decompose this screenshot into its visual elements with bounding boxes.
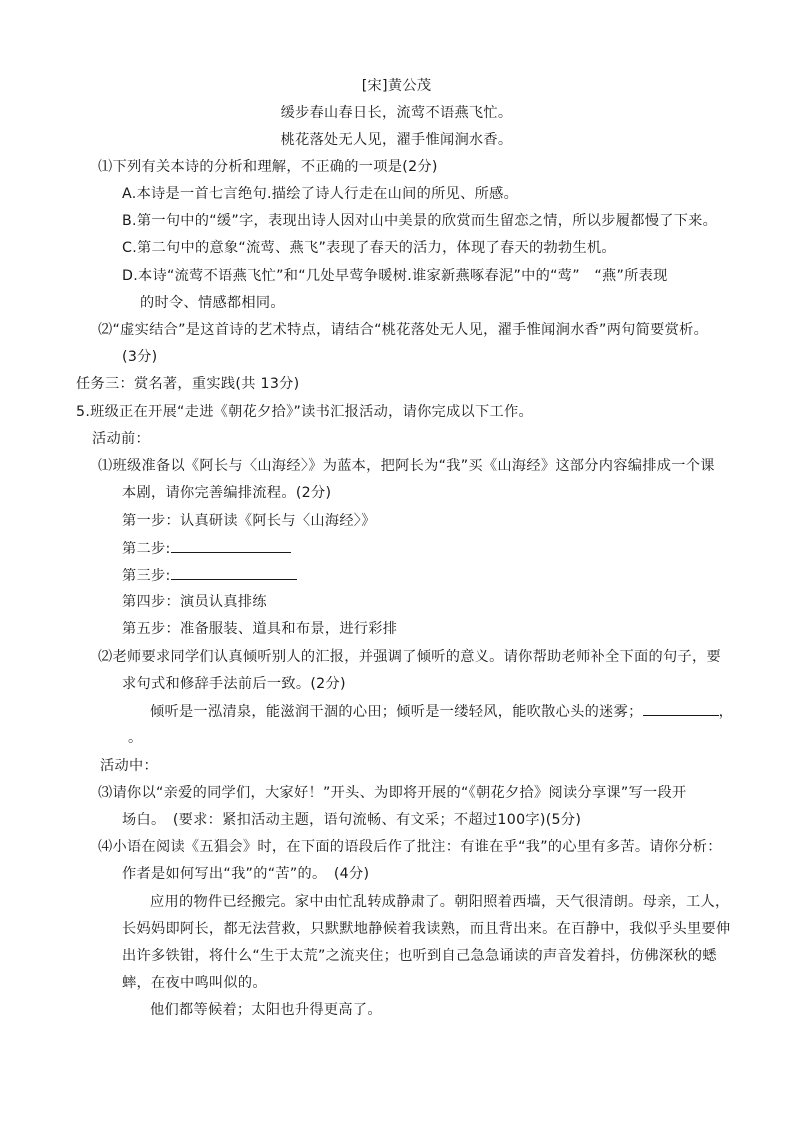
q5-sub2-line1: ⑵老师要求同学们认真倾听别人的汇报，并强调了倾听的意义。请你帮助老师补全下面的句子，要 <box>98 649 721 665</box>
activity-during-label: 活动中： <box>100 758 158 774</box>
q5-sub3-line1: ⑶请你以“亲爱的同学们，大家好！”开头、为即将开展的“《朝花夕拾》阅读分享课”写一段开 <box>98 785 687 801</box>
sentence-end: 。 <box>128 730 143 746</box>
q4-sub2-line1: ⑵“虚实结合”是这首诗的艺术特点，请结合“桃花落处无人见，濯手惟闻涧水香”两句简要赏析。 <box>98 322 709 338</box>
task3-heading: 任务三：赏名著，重实践(共 13分) <box>76 376 300 392</box>
poem-author: [宋]黄公茂 <box>361 78 432 94</box>
step-3-row <box>122 565 297 586</box>
q4-sub1-stem: ⑴下列有关本诗的分析和理解，不正确的一项是(2分) <box>98 159 438 175</box>
q5-sub2-sentence-row <box>150 701 733 722</box>
step-2-blank[interactable] <box>171 538 291 553</box>
q5-sub1-line1: ⑴班级准备以《阿长与〈山海经〉》为蓝本，把阿长为“我”买《山海经》这部分内容编排成一个课 <box>98 458 715 474</box>
q4-option-d-line1: D.本诗“流莺不语燕飞忙”和“几处早莺争暖树.谁家新燕啄春泥”中的“莺” “燕”所表现 <box>122 268 668 284</box>
q5-sub2-line2: 求句式和修辞手法前后一致。(2分) <box>122 676 346 692</box>
passage-line-3: 出许多铁钳，将什么“生于太荒”之流夹住；也听到自己急急诵读的声音发着抖，仿佛深秋的蟋 <box>122 948 717 964</box>
q4-option-a: A.本诗是一首七言绝句.描绘了诗人行走在山间的所见、所感。 <box>122 186 519 202</box>
step-2-label: 第二步: <box>122 541 171 557</box>
activity-before-label: 活动前： <box>92 431 150 447</box>
step-4: 第四步：演员认真排练 <box>122 594 267 610</box>
q4-option-d-line2: 的时令、情感都相同。 <box>140 295 285 311</box>
sentence-blank[interactable] <box>643 701 719 716</box>
step-3-label: 第三步: <box>122 568 171 584</box>
passage-line-5: 他们都等候着；太阳也升得更高了。 <box>150 1002 382 1018</box>
passage-line-2: 长妈妈即阿长，都无法营救，只默默地静候着我读熟，而且背出来。在百静中，我似乎头里要伸 <box>122 921 731 937</box>
q5-stem: 5.班级正在开展“走进《朝花夕拾》”读书汇报活动，请你完成以下工作。 <box>76 404 533 420</box>
q5-sub4-line2: 作者是如何写出“我”的“苦”的。 (4分) <box>122 866 370 882</box>
q4-sub2-line2: (3分) <box>122 349 158 365</box>
q5-sub2-sentence: 倾听是一泓清泉，能滋润干涸的心田；倾听是一缕轻风，能吹散心头的迷雾； <box>150 704 643 720</box>
sentence-comma: ， <box>718 704 734 720</box>
poem-line-2: 桃花落处无人见，濯手惟闻涧水香。 <box>280 132 513 148</box>
step-3-blank[interactable] <box>171 565 297 580</box>
step-1: 第一步：认真研读《阿长与〈山海经〉》 <box>122 513 376 529</box>
passage-line-1: 应用的物件已经搬完。家中由忙乱转成静肃了。朝阳照着西墙，天气很清朗。母亲，工人， <box>150 894 730 910</box>
q4-option-c: C.第二句中的意象“流莺、燕飞”表现了春天的活力，体现了春天的勃勃生机。 <box>122 240 616 256</box>
step-2-row <box>122 538 291 559</box>
poem-line-1: 缓步春山春日长，流莺不语燕飞忙。 <box>280 105 513 121</box>
q5-sub3-line2: 场白。 (要求：紧扣活动主题，语句流畅、有文采；不超过100字)(5分) <box>122 812 582 828</box>
q5-sub4-line1: ⑷小语在阅读《五猖会》时，在下面的语段后作了批注：有谁在乎“我”的心里有多苦。请你分析： <box>98 839 722 855</box>
step-5: 第五步：准备服装、道具和布景，进行彩排 <box>122 621 398 637</box>
q4-option-b: B.第一句中的“缓”字，表现出诗人因对山中美景的欣赏而生留恋之情，所以步履都慢了下来。 <box>122 213 718 229</box>
passage-line-4: 蟀，在夜中鸣叫似的。 <box>122 975 267 991</box>
q5-sub1-line2: 本剧，请你完善编排流程。(2分) <box>122 485 332 501</box>
